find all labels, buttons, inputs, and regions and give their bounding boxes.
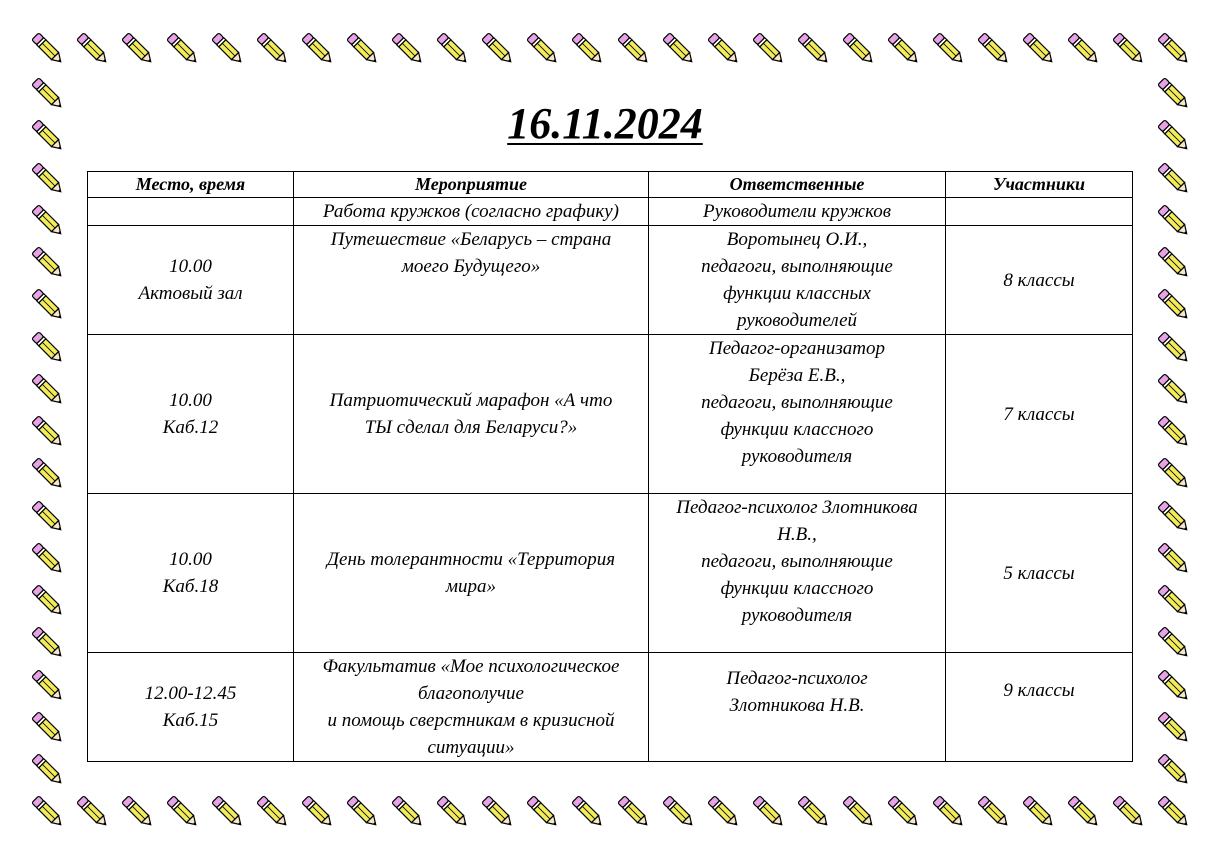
cell-participants: 5 классы: [946, 494, 1133, 653]
cell-line: Работа кружков (согласно графику): [323, 201, 619, 222]
pencil-icon: [1152, 452, 1196, 496]
cell-line: Путешествие «Беларусь – страна: [330, 229, 612, 250]
pencil-icon: [972, 27, 1016, 71]
pencil-icon: [26, 241, 70, 285]
pencil-icon: [26, 790, 70, 834]
pencil-icon: [26, 157, 70, 201]
pencil-icon: [1152, 621, 1196, 665]
cell-line: Каб.15: [162, 710, 219, 731]
pencil-icon: [882, 27, 926, 71]
pencil-icon: [566, 790, 610, 834]
cell-line: Факультатив «Мое психологическое: [322, 656, 620, 677]
cell-participants: 9 классы: [946, 653, 1133, 762]
pencil-icon: [161, 27, 205, 71]
pencil-icon: [341, 790, 385, 834]
cell-line: мира»: [445, 576, 497, 597]
cell-line: Патриотический марафон «А что: [329, 390, 613, 411]
pencil-icon: [612, 790, 656, 834]
pencil-icon: [1152, 706, 1196, 750]
pencil-icon: [161, 790, 205, 834]
pencil-icon: [1062, 790, 1106, 834]
date-heading: 16.11.2024: [507, 99, 703, 148]
pencil-icon: [1152, 495, 1196, 539]
pencil-icon: [251, 790, 295, 834]
pencil-icon: [702, 790, 746, 834]
cell-line: руководителя: [741, 446, 853, 467]
cell-responsible: [649, 653, 946, 762]
cell-line: 10.00: [169, 390, 212, 411]
cell-participants: 8 классы: [946, 226, 1133, 335]
pencil-icon: [521, 27, 565, 71]
pencil-icon: [26, 664, 70, 708]
pencil-icon: [657, 790, 701, 834]
pencil-icon: [972, 790, 1016, 834]
pencil-icon: [1152, 326, 1196, 370]
cell-line: 12.00-12.45: [144, 683, 237, 704]
cell-line: Актовый зал: [138, 283, 243, 304]
schedule-table: [87, 171, 1133, 762]
table-row: [88, 198, 1133, 226]
cell-event: [294, 494, 649, 653]
pencil-icon: [1152, 410, 1196, 454]
cell-line: функции классных: [723, 283, 871, 304]
pencil-icon: [26, 368, 70, 412]
pencil-icon: [431, 790, 475, 834]
pencil-icon: [296, 27, 340, 71]
pencil-icon: [116, 790, 160, 834]
pencil-icon: [521, 790, 565, 834]
pencil-icon: [116, 27, 160, 71]
pencil-icon: [431, 27, 475, 71]
pencil-icon: [206, 790, 250, 834]
cell-line: функции классного: [720, 419, 874, 440]
pencil-icon: [71, 27, 115, 71]
cell-event: [294, 198, 649, 226]
pencil-icon: [1152, 199, 1196, 243]
pencil-icon: [747, 790, 791, 834]
pencil-icon: [341, 27, 385, 71]
cell-responsible: [649, 226, 946, 335]
pencil-icon: [26, 410, 70, 454]
cell-line: ситуации»: [427, 737, 515, 758]
pencil-icon: [26, 283, 70, 327]
cell-place-time: [88, 653, 294, 762]
pencil-icon: [26, 579, 70, 623]
pencil-icon: [1152, 283, 1196, 327]
cell-responsible: [649, 198, 946, 226]
cell-responsible: [649, 494, 946, 653]
pencil-icon: [476, 790, 520, 834]
pencil-icon: [792, 790, 836, 834]
pencil-icon: [1152, 537, 1196, 581]
pencil-icon: [26, 326, 70, 370]
cell-line: функции классного: [720, 578, 874, 599]
cell-line: и помощь сверстникам в кризисной: [327, 710, 615, 731]
pencil-icon: [927, 790, 971, 834]
pencil-icon: [1152, 664, 1196, 708]
pencil-icon: [206, 27, 250, 71]
cell-line: педагоги, выполняющие: [701, 551, 893, 572]
pencil-icon: [386, 27, 430, 71]
table-row: [88, 494, 1133, 653]
pencil-icon: [792, 27, 836, 71]
cell-line: Педагог-психолог Злотникова: [676, 497, 918, 518]
cell-line: Каб.18: [162, 576, 219, 597]
pencil-icon: [1062, 27, 1106, 71]
pencil-icon: [747, 27, 791, 71]
cell-line: Злотникова Н.В.: [729, 695, 865, 716]
pencil-icon: [702, 27, 746, 71]
cell-line: руководителей: [736, 310, 858, 331]
pencil-icon: [26, 621, 70, 665]
pencil-icon: [386, 790, 430, 834]
header-responsible: Ответственные: [649, 172, 946, 198]
pencil-icon: [837, 790, 881, 834]
pencil-icon: [26, 495, 70, 539]
cell-line: педагоги, выполняющие: [701, 256, 893, 277]
cell-event: [294, 226, 649, 335]
cell-place-time: [88, 198, 294, 226]
pencil-icon: [26, 706, 70, 750]
cell-line: руководителя: [741, 605, 853, 626]
header-participants: Участники: [946, 172, 1133, 198]
cell-line: Педагог-организатор: [709, 338, 885, 359]
pencil-icon: [1152, 748, 1196, 792]
cell-line: моего Будущего»: [401, 256, 541, 277]
pencil-icon: [71, 790, 115, 834]
pencil-icon: [1017, 790, 1061, 834]
pencil-icon: [657, 27, 701, 71]
cell-place-time: [88, 226, 294, 335]
pencil-icon: [1107, 790, 1151, 834]
header-event: Мероприятие: [294, 172, 649, 198]
cell-line: педагоги, выполняющие: [701, 392, 893, 413]
cell-line: Н.В.,: [777, 524, 817, 545]
table-header-row: [88, 172, 1133, 198]
cell-place-time: [88, 335, 294, 494]
cell-line: Каб.12: [162, 417, 219, 438]
pencil-icon: [882, 790, 926, 834]
cell-line: Руководители кружков: [703, 201, 891, 222]
pencil-icon: [1152, 579, 1196, 623]
header-place-time: Место, время: [88, 172, 294, 198]
pencil-icon: [612, 27, 656, 71]
cell-line: День толерантности «Территория: [326, 549, 616, 570]
pencil-icon: [1152, 368, 1196, 412]
cell-line: благополучие: [417, 683, 524, 704]
pencil-icon: [26, 27, 70, 71]
cell-line: Педагог-психолог: [726, 668, 868, 689]
cell-participants: 7 классы: [946, 335, 1133, 494]
cell-line: 10.00: [169, 549, 212, 570]
pencil-icon: [1152, 27, 1196, 71]
pencil-icon: [566, 27, 610, 71]
pencil-icon: [1107, 27, 1151, 71]
pencil-icon: [1152, 241, 1196, 285]
pencil-icon: [1152, 157, 1196, 201]
cell-line: ТЫ сделал для Беларуси?»: [364, 417, 578, 438]
table-row: [88, 653, 1133, 762]
pencil-icon: [927, 27, 971, 71]
pencil-icon: [1017, 27, 1061, 71]
pencil-icon: [1152, 790, 1196, 834]
cell-line: 10.00: [169, 256, 212, 277]
cell-responsible: [649, 335, 946, 494]
pencil-icon: [26, 452, 70, 496]
pencil-icon: [26, 537, 70, 581]
cell-line: Воротынец О.И.,: [726, 229, 868, 250]
pencil-icon: [476, 27, 520, 71]
cell-line: Берёза Е.В.,: [748, 365, 846, 386]
pencil-icon: [296, 790, 340, 834]
cell-event: [294, 653, 649, 762]
pencil-icon: [251, 27, 295, 71]
table-row: [88, 226, 1133, 335]
cell-participants: [946, 198, 1133, 226]
cell-place-time: [88, 494, 294, 653]
cell-event: [294, 335, 649, 494]
pencil-icon: [26, 199, 70, 243]
pencil-icon: [837, 27, 881, 71]
table-row: [88, 335, 1133, 494]
pencil-icon: [26, 748, 70, 792]
